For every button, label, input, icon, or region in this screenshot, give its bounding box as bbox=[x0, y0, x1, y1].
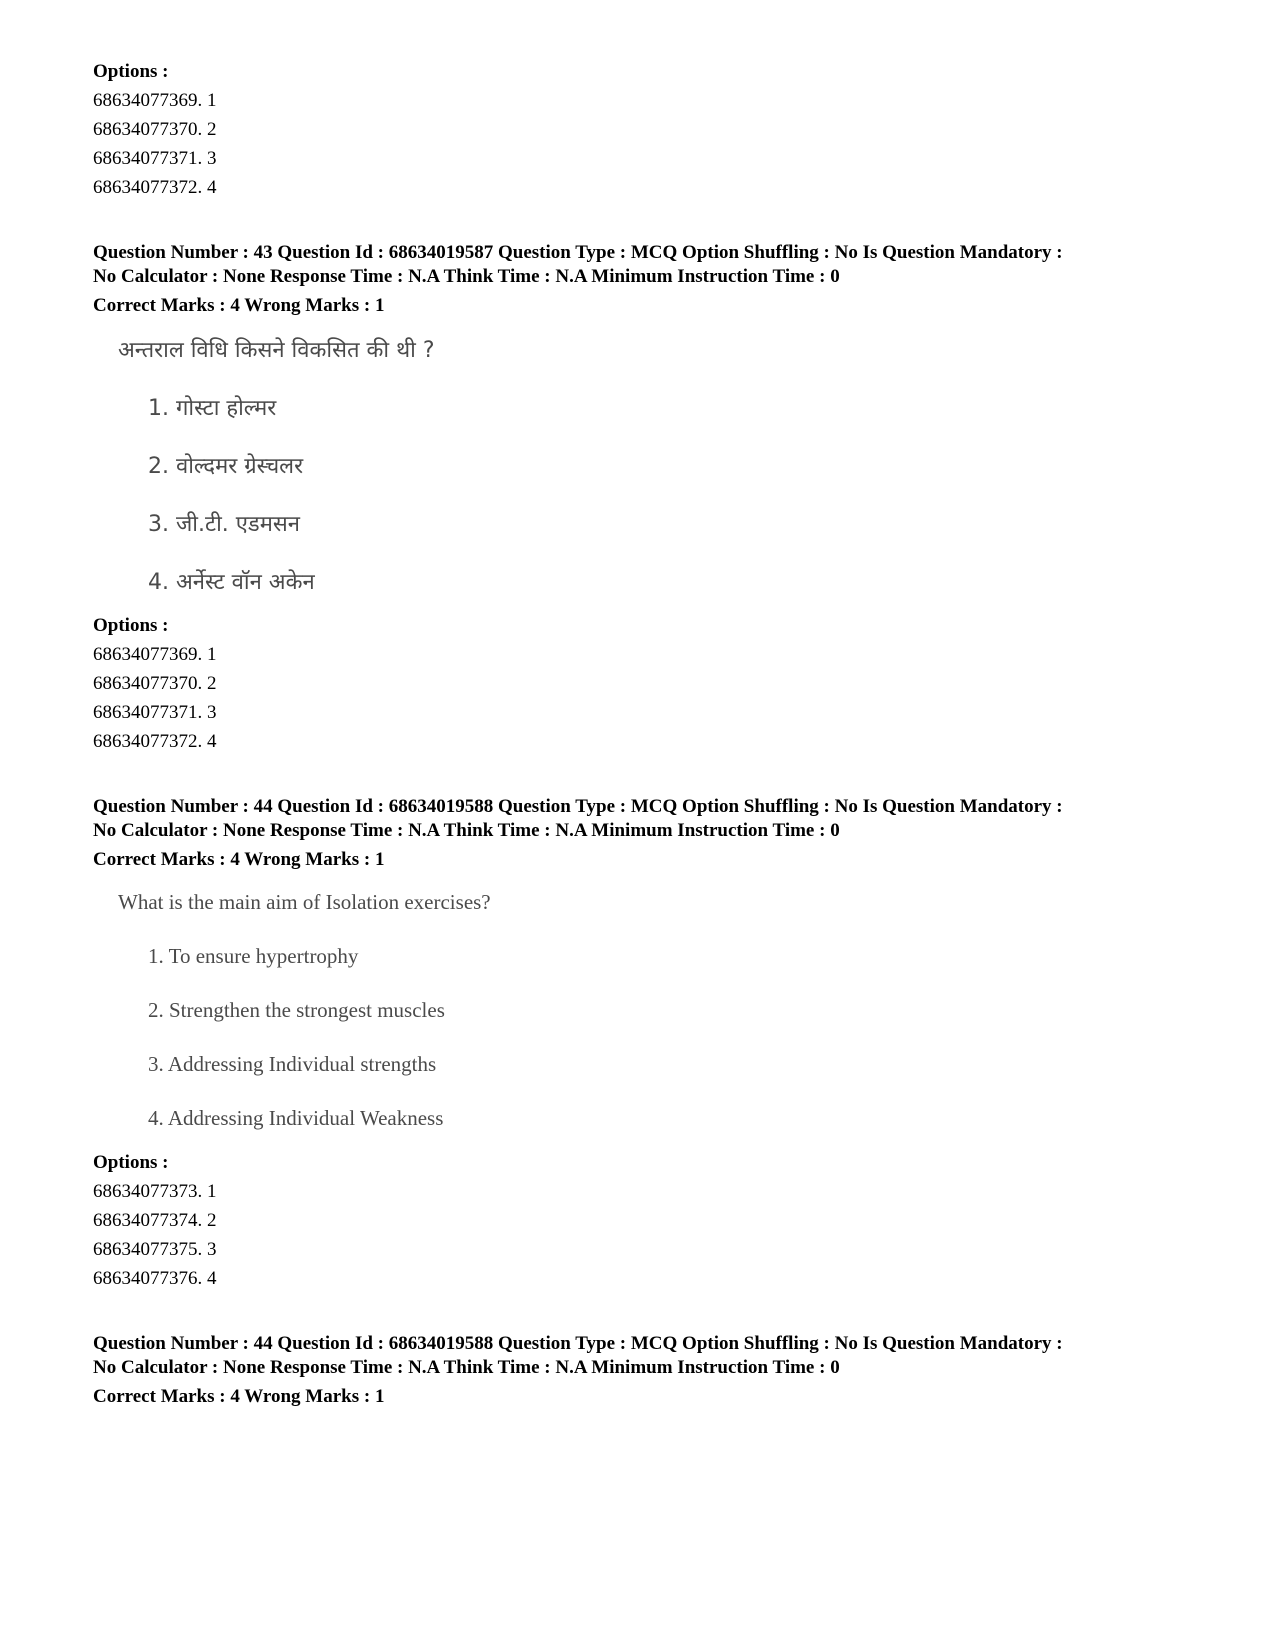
answer-choice: 2. वोल्दमर ग्रेस्चलर bbox=[148, 454, 304, 479]
answer-choice: 4. अर्नेस्ट वॉन अकेन bbox=[148, 570, 315, 595]
option-id-line: 68634077369. 1 bbox=[93, 644, 217, 665]
answer-choice: 1. गोस्टा होल्मर bbox=[148, 396, 277, 421]
option-id-line: 68634077369. 1 bbox=[93, 90, 217, 111]
options-list-top bbox=[93, 57, 1213, 202]
marks-line: Correct Marks : 4 Wrong Marks : 1 bbox=[93, 295, 385, 316]
question-44-repeat-meta bbox=[93, 1332, 1213, 1409]
option-id-line: 68634077371. 3 bbox=[93, 148, 217, 169]
option-id-line: 68634077371. 3 bbox=[93, 702, 217, 723]
answer-choice: 4. Addressing Individual Weakness bbox=[148, 1106, 444, 1130]
question-text: अन्तराल विधि किसने विकसित की थी ? bbox=[118, 338, 435, 363]
option-id-line: 68634077370. 2 bbox=[93, 673, 217, 694]
question-44-meta bbox=[93, 795, 1213, 872]
answer-choice: 2. Strengthen the strongest muscles bbox=[148, 998, 445, 1022]
question-text: What is the main aim of Isolation exercises? bbox=[118, 890, 491, 914]
question-43-content bbox=[118, 336, 878, 598]
question-44-options bbox=[93, 1148, 1213, 1293]
options-heading: Options : bbox=[93, 615, 169, 636]
options-heading: Options : bbox=[93, 61, 169, 82]
question-meta-line: No Calculator : None Response Time : N.A Think Time : N.A Minimum Instruction Time : 0 bbox=[93, 1357, 840, 1378]
marks-line: Correct Marks : 4 Wrong Marks : 1 bbox=[93, 1386, 385, 1407]
question-meta-line: Question Number : 44 Question Id : 68634019588 Question Type : MCQ Option Shuffling : No Is Question Mandatory : bbox=[93, 796, 1063, 817]
question-meta-line: Question Number : 43 Question Id : 68634019587 Question Type : MCQ Option Shuffling : No Is Question Mandatory : bbox=[93, 242, 1063, 263]
option-id-line: 68634077373. 1 bbox=[93, 1181, 217, 1202]
option-id-line: 68634077372. 4 bbox=[93, 731, 217, 752]
option-id-line: 68634077372. 4 bbox=[93, 177, 217, 198]
answer-choice: 3. जी.टी. एडमसन bbox=[148, 512, 300, 537]
question-44-content bbox=[118, 888, 878, 1132]
question-meta-line: Question Number : 44 Question Id : 68634019588 Question Type : MCQ Option Shuffling : No Is Question Mandatory : bbox=[93, 1333, 1063, 1354]
option-id-line: 68634077376. 4 bbox=[93, 1268, 217, 1289]
question-meta-line: No Calculator : None Response Time : N.A Think Time : N.A Minimum Instruction Time : 0 bbox=[93, 820, 840, 841]
answer-choice: 3. Addressing Individual strengths bbox=[148, 1052, 437, 1076]
options-heading: Options : bbox=[93, 1152, 169, 1173]
question-43-meta bbox=[93, 241, 1213, 318]
answer-choice: 1. To ensure hypertrophy bbox=[148, 944, 359, 968]
option-id-line: 68634077370. 2 bbox=[93, 119, 217, 140]
option-id-line: 68634077374. 2 bbox=[93, 1210, 217, 1231]
option-id-line: 68634077375. 3 bbox=[93, 1239, 217, 1260]
question-meta-line: No Calculator : None Response Time : N.A Think Time : N.A Minimum Instruction Time : 0 bbox=[93, 266, 840, 287]
marks-line: Correct Marks : 4 Wrong Marks : 1 bbox=[93, 849, 385, 870]
question-43-options bbox=[93, 611, 1213, 756]
